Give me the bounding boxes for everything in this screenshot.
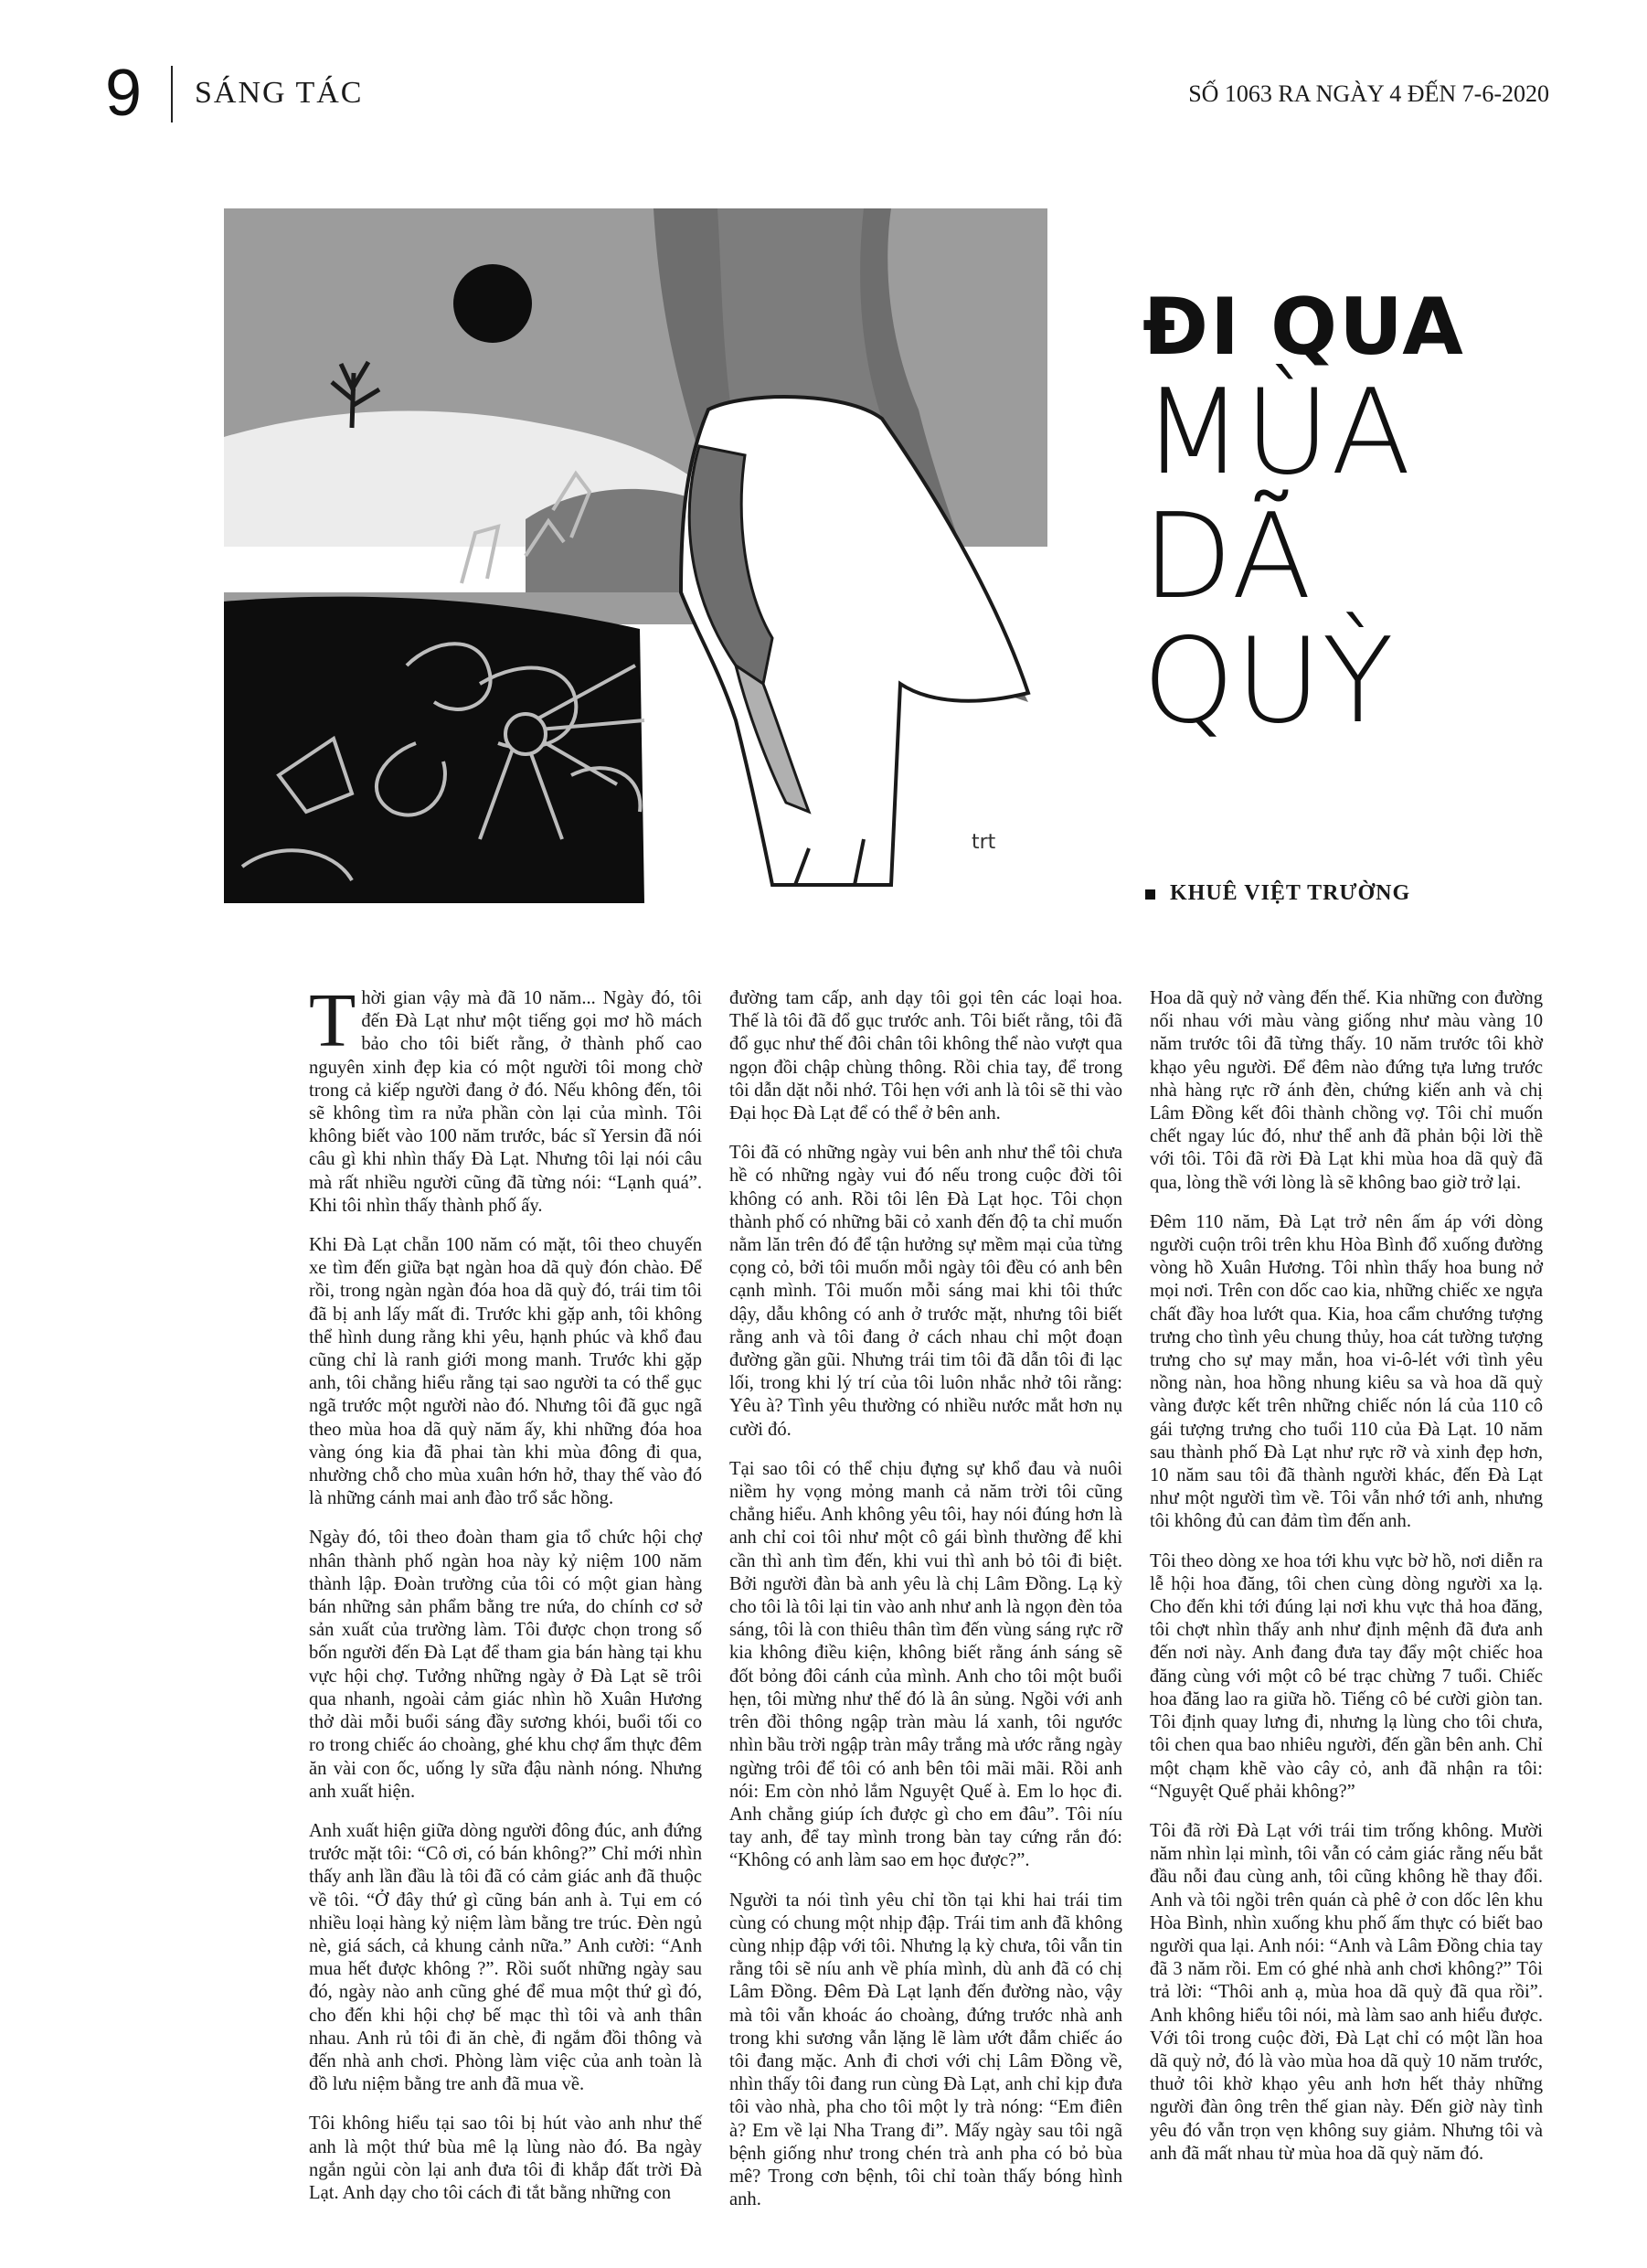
title-line-2: MÙA <box>1142 365 1412 501</box>
section-label: SÁNG TÁC <box>195 76 364 110</box>
title-line-1: ĐI QUA <box>1142 282 1465 373</box>
paragraph: Tôi đã rời Đà Lạt với trái tim trống không. Mười năm nhìn lại mình, tôi vẫn có cảm giác rằng nếu bắt đầu nỗi đau cùng anh, tôi cũng không hề thay đổi. Anh và tôi ngồi trên quán cà phê ở con dốc lên khu Hòa Bình, nhìn xuống khu phố ấm thực có biết bao người qua lại. Anh nói: “Anh và Lâm Đồng chia tay đã 3 năm rồi. Em có ghé nhà anh chơi không?” Tôi trả lời: “Thôi anh ạ, mùa hoa dã quỳ đã qua rồi”. Anh không hiểu tôi nói, mà làm sao anh hiểu được. Với tôi trong cuộc đời, Đà Lạt chỉ có một lần hoa dã quỳ nở, đó là vào mùa hoa dã quỳ 10 năm trước, thuở tôi khờ khạo yêu anh hơn hết thảy những người đàn ông trên thế gian này. Đến giờ này tình yêu đó vẫn trọn vẹn không suy giảm. Nhưng tôi và anh đã mất nhau từ mùa hoa dã quỳ năm đó. <box>1150 1820 1543 2164</box>
paragraph: Tôi đã có những ngày vui bên anh như thể tôi chưa hề có những ngày vui đó nếu trong cuộc đời tôi không có anh. Rồi tôi lên Đà Lạt học. Tôi chọn thành phố có những bãi cỏ xanh đến độ ta chỉ muốn nằm lăn trên đó để tận hưởng sự mềm mại của từng cọng cỏ, bởi tôi muốn mỗi ngày tôi đều có anh bên cạnh mình. Tôi muốn mỗi sáng mai khi tôi thức dậy, dẫu không có anh ở trước mặt, nhưng tôi biết rằng anh và tôi đang ở cách nhau chỉ một đoạn đường gần gũi. Nhưng trái tim tôi đã dẫn tôi đi lạc lối, trong khi lý trí của tôi luôn nhắc nhở tôi rằng: Yêu à? Tình yêu thường có nhiều nước mắt hơn nụ cười đó. <box>729 1143 1122 1440</box>
paragraph: Ngày đó, tôi theo đoàn tham gia tổ chức hội chợ nhân thành phố ngàn hoa này kỷ niệm 100 năm thành lập. Đoàn trường của tôi có một gian hàng bán những sản phẩm bằng tre nứa, do chính cơ sở sản xuất của trường làm. Tôi được chọn trong số bốn người đến Đà Lạt để tham gia bán hàng tại khu vực hội chợ. Tưởng những ngày ở Đà Lạt sẽ trôi qua nhanh, ngoài cảm giác nhìn hồ Xuân Hương thở dài mỗi buổi sáng đầy sương khói, buổi tối co ro trong chiếc áo choàng, ghé khu chợ ẩm thực đêm ăn vài con ốc, uống ly sữa đậu nành nóng. Nhưng anh xuất hiện. <box>309 1528 702 1802</box>
page-header <box>105 57 1549 130</box>
header-divider <box>171 66 173 122</box>
paragraph: đường tam cấp, anh dạy tôi gọi tên các loại hoa. Thế là tôi đã đổ gục trước anh. Tôi biết rằng, tôi đã đổ gục như thế đôi chân tôi không thể nào vượt qua ngọn đồi chập chùng thông. Rồi chia tay, để trong tôi dẫn dặt nỗi nhớ. Tôi hẹn với anh là tôi sẽ thi vào Đại học Đà Lạt để có thể ở bên anh. <box>729 988 1122 1124</box>
page-number: 9 <box>105 57 143 130</box>
paragraph: Khi Đà Lạt chẵn 100 năm có mặt, tôi theo chuyến xe tìm đến giữa bạt ngàn hoa dã quỳ đón chào. Để rồi, trong ngàn ngàn đóa hoa dã quỳ đó, trái tim tôi đã bị anh lấy mất đi. Trước khi gặp anh, tôi không thể hình dung rằng khi yêu, hạnh phúc và khổ đau cũng chỉ là ranh giới mong manh. Trước khi gặp anh, tôi chẳng hiểu rằng tại sao người ta có thể gục ngã trước một người nào đó. Nhưng tôi đã gục ngã theo mùa hoa dã quỳ năm ấy, khi những đóa hoa vàng óng kia đã phai tàn khi mùa đông đi qua, nhường chỗ cho mùa xuân hớn hở, thay thế vào đó là những cánh mai anh đào trổ sắc hồng. <box>309 1235 702 1509</box>
paragraph: Tôi không hiểu tại sao tôi bị hút vào anh như thế anh là một thứ bùa mê lạ lùng nào đó. Ba ngày ngắn ngủi còn lại anh đưa tôi đi khắp đất trời Đà Lạt. Anh dạy cho tôi cách đi tắt bằng những con <box>309 2114 702 2203</box>
drop-cap: T <box>309 978 356 1063</box>
author-name: KHUÊ VIỆT TRƯỜNG <box>1170 881 1411 905</box>
paragraph: Tại sao tôi có thể chịu đựng sự khổ đau và nuôi niềm hy vọng mỏng manh cả năm trời tôi cũng chẳng hiểu. Anh không yêu tôi, hay nói đúng hơn là anh chỉ coi tôi như một cô gái bình thường để khi cần thì anh tìm đến, khi vui thì anh bỏ tôi đi biệt. Bởi người đàn bà anh yêu là chị Lâm Đồng. Lạ kỳ cho tôi là tôi lại tin vào anh như anh là ngọn đèn tỏa sáng, tôi là con thiêu thân tìm đến vùng sáng rực rỡ kia không điều kiện, không biết rằng ánh sáng sẽ đốt bỏng đôi cánh của mình. Anh cho tôi một buổi hẹn, tôi mừng như thế đó là ân sủng. Ngồi với anh trên đồi thông ngập tràn màu lá xanh, tôi ngước nhìn bầu trời ngập tràn mây trắng mà ước rằng ngày ngừng trôi để tôi có anh bên tôi mãi mãi. Rồi anh nói: Em còn nhỏ lắm Nguyệt Quế à. Em lo học đi. Anh chẳng giúp ích được gì cho em đâu”. Tôi níu tay anh, để tay mình trong bàn tay cứng rắn đó: “Không có anh làm sao em học được?”. <box>729 1458 1122 1871</box>
article-column-3 <box>1150 987 1543 2182</box>
article-column-1 <box>309 978 702 2221</box>
story-illustration <box>224 208 1047 903</box>
article-column-2 <box>729 987 1122 2228</box>
paragraph: Tôi theo dòng xe hoa tới khu vực bờ hồ, nơi diễn ra lễ hội hoa đăng, tôi chen cùng dòng người xa lạ. Cho đến khi tới đúng lại nơi khu vực thả hoa đăng, tôi chợt nhìn thấy anh như định mệnh đã đưa anh đến nơi này. Anh đang đưa tay đẩy một chiếc hoa đăng cùng với một cô bé trạc chừng 7 tuổi. Chiếc hoa đăng lao ra giữa hồ. Tiếng cô bé cười giòn tan. Tôi định quay lưng đi, nhưng lạ lùng cho tôi chưa, tôi chen qua bao nhiêu người, đến gần bên anh. Chỉ một chạm khẽ vào cây cỏ, anh đã nhận ra tôi: “Nguyệt Quế phải không?” <box>1150 1550 1543 1802</box>
author-byline <box>1145 878 1410 909</box>
artist-signature: trt <box>972 831 996 854</box>
title-line-4: QUỲ <box>1142 613 1395 750</box>
title-line-3: DÃ <box>1142 489 1312 625</box>
paragraph: Người ta nói tình yêu chỉ tồn tại khi hai trái tim cùng có chung một nhịp đập. Trái tim anh đã không cùng nhịp đập với tôi. Nhưng lạ kỳ chưa, tôi vẫn tin rằng tôi sẽ níu anh về phía mình, dù anh đã có chị Lâm Đồng. Đêm Đà Lạt lạnh đến đường nào, vậy mà tôi vẫn khoác áo choàng, đứng trước nhà anh trong khi sương vẫn lặng lẽ làm ướt đẫm chiếc áo tôi đang mặc. Anh đi chơi với chị Lâm Đồng về, nhìn thấy tôi đang run cùng Đà Lạt, anh chỉ kịp đưa tôi vào nhà, pha cho tôi một ly trà nóng: “Em điên à? Em về lại Nha Trang đi”. Mấy ngày sau tôi ngã bệnh giống như trong chén trà anh pha có bỏ bùa mê? Trong cơn bệnh, tôi chỉ toàn thấy bóng hình anh. <box>729 1890 1122 2210</box>
paragraph: Đêm 110 năm, Đà Lạt trở nên ấm áp với dòng người cuộn trôi trên khu Hòa Bình đổ xuống đường vòng hồ Xuân Hương. Tôi nhìn thấy hoa bung nở mọi nơi. Trên con dốc cao kia, những chiếc xe ngựa chất đầy hoa lướt qua. Kia, hoa cẩm chướng tượng trưng cho tình yêu chung thủy, hoa cát tường tượng trưng cho sự may mắn, hoa vi-ô-lét với tình yêu nồng nàn, hoa hồng nhung kiêu sa và hoa dã quỳ vàng được kết trên những chiếc nón lá của 110 cô gái tượng trưng cho tuổi 110 của Đà Lạt. 10 năm sau thành phố Đà Lạt như rực rỡ và xinh đẹp hơn, 10 năm sau tôi đã thành người khác, đến Đà Lạt như một người tìm về. Tôi vẫn nhớ tới anh, nhưng tôi không đủ can đảm tìm đến anh. <box>1150 1211 1543 1532</box>
paragraph: Hoa dã quỳ nở vàng đến thế. Kia những con đường nối nhau với màu vàng giống như màu vàng 10 năm trước tôi đã từng thấy. 10 năm trước tôi khờ khạo yêu người. Để đêm nào đứng tựa lưng trước nhà hàng rực rỡ ánh đèn, chứng kiến anh và chị Lâm Đồng kết đôi thành chồng vợ. Tôi chỉ muốn chết ngay lúc đó, như thể anh đã phản bội lời thề với tôi. Tôi đã rời Đà Lạt khi mùa hoa dã quỳ đã qua, lòng thề với lòng là sẽ không bao giờ trở lại. <box>1150 988 1543 1193</box>
issue-info: SỐ 1063 RA NGÀY 4 ĐẾN 7-6-2020 <box>1188 80 1549 107</box>
dark-sun <box>453 264 532 343</box>
paragraph: Anh xuất hiện giữa dòng người đông đúc, anh đứng trước mặt tôi: “Cô ơi, có bán không?” Chỉ mới nhìn thấy anh lần đầu là tôi đã có cảm giác anh đã thuộc về tôi. “Ở đây thứ gì cũng bán anh à. Tụi em có nhiều loại hàng kỷ niệm làm bằng tre trúc. Đèn ngủ nè, giá sách, cả khung cảnh nữa.” Anh cười: “Anh mua hết được không ?”. Rồi suốt những ngày sau đó, ngày nào anh cũng ghé để mua một thứ gì đó, cho đến khi hội chợ bế mạc thì tôi và anh thân nhau. Anh rủ tôi đi ăn chè, đi ngắm đồi thông và đến nhà anh chơi. Phòng làm việc của anh toàn là đồ lưu niệm bằng tre anh đã mua về. <box>309 1820 702 2095</box>
paragraph: Thời gian vậy mà đã 10 năm... Ngày đó, tôi đến Đà Lạt như một tiếng gọi mơ hồ mách bảo cho tôi biết rằng, ở thành phố cao nguyên xinh đẹp kia có một người tôi mong chờ trong cả kiếp người đang ở đó. Nếu không đến, tôi sẽ không tìm ra nửa phần còn lại của mình. Tôi không biết vào 100 năm trước, bác sĩ Yersin đã nói câu gì khi nhìn thấy Đà Lạt. Nhưng tôi lại nói câu mà rất nhiều người cũng đã từng nói: “Lạnh quá”. Khi tôi nhìn thấy thành phố ấy. <box>309 978 702 1216</box>
bullet-square-icon <box>1145 889 1155 900</box>
story-title <box>1142 282 1554 750</box>
